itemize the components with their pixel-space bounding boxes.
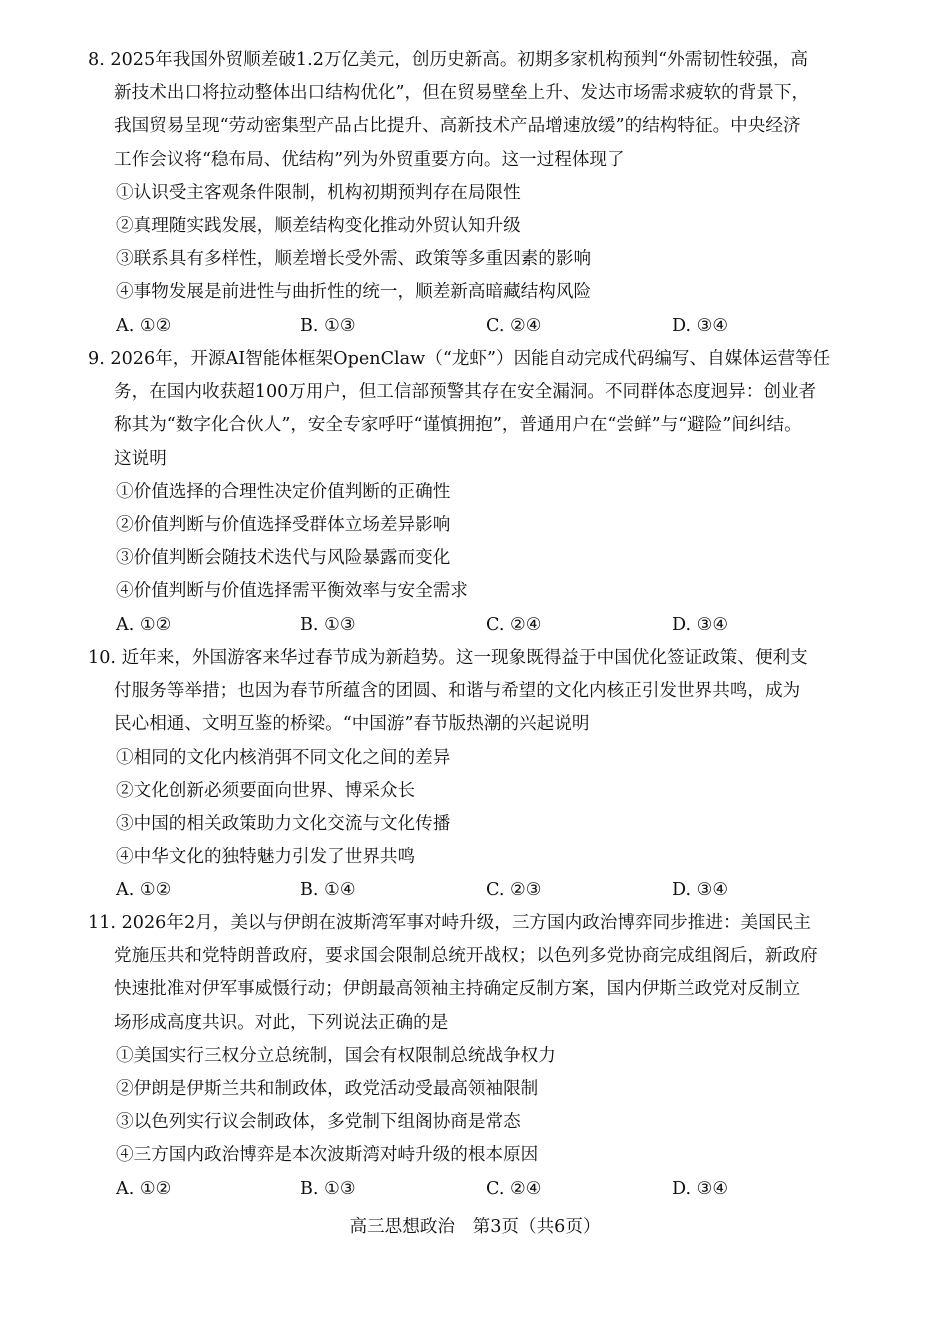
question-11-choices bbox=[88, 1173, 870, 1206]
choice-d: D. ③④ bbox=[672, 880, 729, 901]
question-9-stem-line: 这说明 bbox=[114, 448, 167, 469]
choice-b: B. ①③ bbox=[300, 315, 356, 336]
question-9-option-4: ④价值判断与价值选择需平衡效率与安全需求 bbox=[116, 581, 468, 602]
question-8-choices bbox=[88, 310, 870, 343]
question-8-stem-line: 我国贸易呈现“劳动密集型产品占比提升、高新技术产品增速放缓”的结构特征。中央经济 bbox=[114, 116, 801, 137]
question-8-option-4: ④事物发展是前进性与曲折性的统一，顺差新高暗藏结构风险 bbox=[116, 282, 592, 303]
question-9-choices bbox=[88, 609, 870, 642]
choice-d: D. ③④ bbox=[672, 614, 729, 635]
question-8-stem-line: 8. 2025年我国外贸顺差破1.2万亿美元，创历史新高。初期多家机构预判“外需韧性较强，高 bbox=[88, 50, 808, 70]
question-8-stem-line: 新技术出口将拉动整体出口结构优化”，但在贸易壁垒上升、发达市场需求疲软的背景下， bbox=[114, 83, 810, 104]
question-10-option-3: ③中国的相关政策助力文化交流与文化传播 bbox=[116, 813, 451, 834]
question-9-option-3: ③价值判断会随技术迭代与风险暴露而变化 bbox=[116, 548, 451, 569]
question-11-stem-line: 场形成高度共识。对此，下列说法正确的是 bbox=[114, 1012, 449, 1033]
question-10 bbox=[88, 642, 870, 908]
page-footer: 高三思想政治 第3页（共6页） bbox=[349, 1217, 601, 1237]
question-10-option-1: ①相同的文化内核消弭不同文化之间的差异 bbox=[116, 747, 451, 768]
question-8-option-3: ③联系具有多样性，顺差增长受外需、政策等多重因素的影响 bbox=[116, 249, 592, 270]
question-10-stem-line: 付服务等举措；也因为春节所蕴含的团圆、和谐与希望的文化内核正引发世界共鸣，成为 bbox=[114, 681, 801, 702]
question-9-stem-line: 9. 2026年，开源AI智能体框架OpenClaw（“龙虾”）因能自动完成代码编写、自媒体运营等任 bbox=[88, 349, 831, 369]
question-11-stem-line: 快速批准对伊军事威慑行动；伊朗最高领袖主持确定反制方案，国内伊斯兰政党对反制立 bbox=[114, 979, 801, 1000]
choice-a: A. ①② bbox=[116, 614, 172, 635]
question-9 bbox=[88, 343, 870, 642]
choice-a: A. ①② bbox=[116, 1178, 172, 1199]
question-10-stem-line: 民心相通、文明互鉴的桥梁。“中国游”春节版热潮的兴起说明 bbox=[114, 714, 590, 735]
question-11-stem-line: 11. 2026年2月，美以与伊朗在波斯湾军事对峙升级，三方国内政治博弈同步推进：美国民主 bbox=[88, 913, 811, 933]
choice-c: C. ②④ bbox=[486, 1178, 542, 1199]
question-8-option-2: ②真理随实践发展，顺差结构变化推动外贸认知升级 bbox=[116, 215, 521, 236]
question-11-stem-line: 党施压共和党特朗普政府，要求国会限制总统开战权；以色列多党协商完成组阁后，新政府 bbox=[114, 946, 818, 967]
question-10-stem-line: 10. 近年来，外国游客来华过春节成为新趋势。这一现象既得益于中国优化签证政策、便利支 bbox=[88, 648, 808, 668]
question-9-stem-line: 务，在国内收获超100万用户，但工信部预警其存在安全漏洞。不同群体态度迥异：创业者 bbox=[114, 382, 817, 403]
choice-c: C. ②③ bbox=[486, 880, 542, 901]
question-11-option-2: ②伊朗是伊斯兰共和制政体，政党活动受最高领袖限制 bbox=[116, 1078, 539, 1099]
question-11 bbox=[88, 907, 870, 1206]
choice-c: C. ②④ bbox=[486, 315, 542, 336]
choice-a: A. ①② bbox=[116, 880, 172, 901]
choice-b: B. ①③ bbox=[300, 1178, 356, 1199]
choice-a: A. ①② bbox=[116, 315, 172, 336]
question-8 bbox=[88, 44, 870, 343]
question-10-option-2: ②文化创新必须要面向世界、博采众长 bbox=[116, 780, 416, 801]
choice-b: B. ①③ bbox=[300, 614, 356, 635]
question-8-stem-line: 工作会议将“稳布局、优结构”列为外贸重要方向。这一过程体现了 bbox=[114, 149, 625, 170]
question-8-option-1: ①认识受主客观条件限制，机构初期预判存在局限性 bbox=[116, 182, 521, 203]
question-10-choices bbox=[88, 874, 870, 907]
question-11-option-4: ④三方国内政治博弈是本次波斯湾对峙升级的根本原因 bbox=[116, 1145, 539, 1166]
question-9-option-2: ②价值判断与价值选择受群体立场差异影响 bbox=[116, 514, 451, 535]
choice-d: D. ③④ bbox=[672, 1178, 729, 1199]
choice-c: C. ②④ bbox=[486, 614, 542, 635]
question-9-option-1: ①价值选择的合理性决定价值判断的正确性 bbox=[116, 481, 451, 502]
question-9-stem-line: 称其为“数字化合伙人”，安全专家呼吁“谨慎拥抱”，普通用户在“尝鲜”与“避险”间纠结。 bbox=[114, 415, 802, 436]
question-11-option-3: ③以色列实行议会制政体，多党制下组阁协商是常态 bbox=[116, 1112, 521, 1133]
choice-b: B. ①④ bbox=[300, 880, 356, 901]
choice-d: D. ③④ bbox=[672, 315, 729, 336]
question-10-option-4: ④中华文化的独特魅力引发了世界共鸣 bbox=[116, 847, 416, 868]
question-11-option-1: ①美国实行三权分立总统制，国会有权限制总统战争权力 bbox=[116, 1045, 556, 1066]
